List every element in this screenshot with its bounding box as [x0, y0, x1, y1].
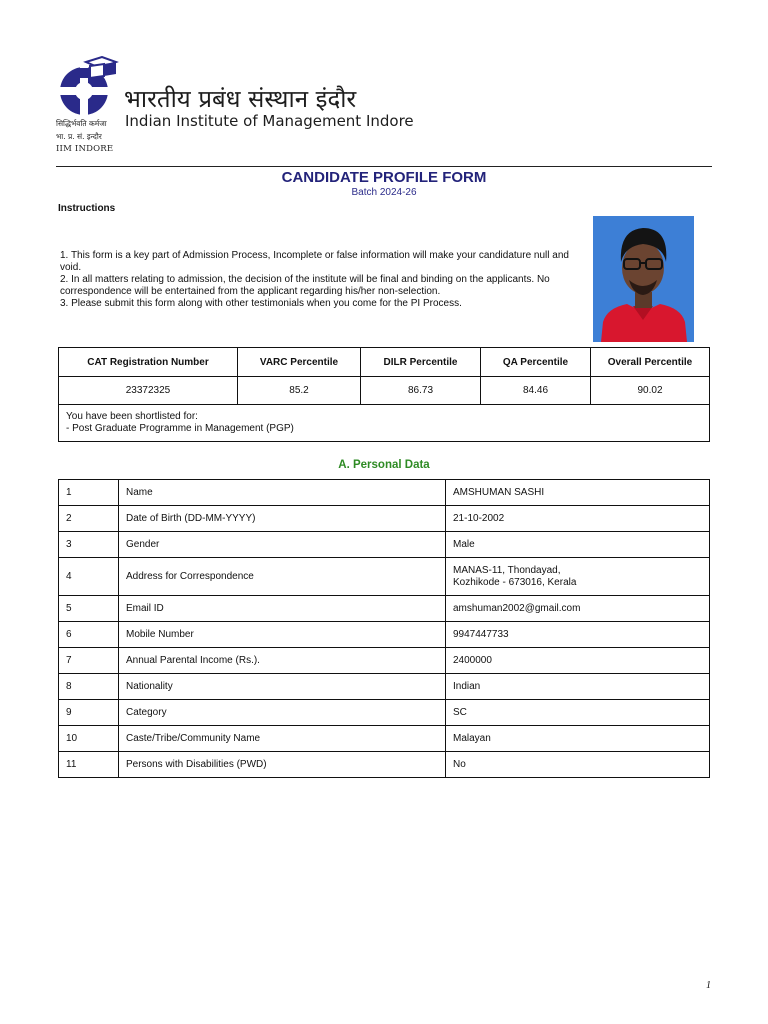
row-number: 7 [59, 648, 119, 674]
field-label: Gender [119, 532, 446, 558]
row-number: 6 [59, 622, 119, 648]
field-label: Persons with Disabilities (PWD) [119, 752, 446, 778]
score-value: 84.46 [481, 377, 591, 405]
page-number: 1 [706, 980, 711, 991]
row-number: 8 [59, 674, 119, 700]
instruction-item: 3. Please submit this form along with other testimonials when you come for the PI Process. [60, 298, 462, 309]
row-number: 10 [59, 726, 119, 752]
table-row [59, 622, 710, 648]
field-label: Nationality [119, 674, 446, 700]
address-line-1: MANAS-11, Thondayad, [453, 564, 561, 576]
institute-name-hindi: भारतीय प्रबंध संस्थान इंदौर [124, 85, 357, 113]
logo-short-name: IIM INDORE [56, 144, 114, 154]
row-number: 3 [59, 532, 119, 558]
instructions-heading: Instructions [58, 203, 116, 214]
score-header: VARC Percentile [238, 348, 361, 377]
address-line-2: Kozhikode - 673016, Kerala [453, 576, 577, 588]
field-label: Caste/Tribe/Community Name [119, 726, 446, 752]
score-value: 23372325 [59, 377, 238, 405]
batch-label: Batch 2024-26 [351, 187, 417, 198]
row-number: 2 [59, 506, 119, 532]
score-header: CAT Registration Number [59, 348, 238, 377]
field-label: Address for Correspondence [119, 558, 446, 596]
field-label: Name [119, 480, 446, 506]
candidate-photo [593, 216, 694, 342]
table-row [59, 480, 710, 506]
score-header: QA Percentile [481, 348, 591, 377]
field-value: 9947447733 [446, 622, 710, 648]
field-label: Category [119, 700, 446, 726]
score-value: 85.2 [238, 377, 361, 405]
logo-motto: सिद्धिर्भवति कर्मजा [56, 119, 107, 128]
field-value: Indian [446, 674, 710, 700]
field-value: Malayan [446, 726, 710, 752]
personal-data-table [58, 479, 710, 778]
field-label: Annual Parental Income (Rs.). [119, 648, 446, 674]
logo-emblem-icon [56, 56, 120, 118]
field-value: SC [446, 700, 710, 726]
table-row [59, 558, 710, 596]
field-value: amshuman2002@gmail.com [446, 596, 710, 622]
score-value: 86.73 [361, 377, 481, 405]
table-row [59, 700, 710, 726]
score-header: Overall Percentile [591, 348, 710, 377]
row-number: 5 [59, 596, 119, 622]
score-header: DILR Percentile [361, 348, 481, 377]
table-row [59, 506, 710, 532]
field-value: 21-10-2002 [446, 506, 710, 532]
row-number: 9 [59, 700, 119, 726]
shortlist-line: You have been shortlisted for: [66, 411, 198, 422]
instruction-item: 2. In all matters relating to admission, the decision of the institute will be final and binding on the applicants. No correspondence will be entertained from the applicant regarding his/her non-selection. [60, 274, 550, 297]
form-title: CANDIDATE PROFILE FORM [281, 169, 487, 186]
institute-name-english: Indian Institute of Management Indore [125, 112, 414, 130]
instruction-item: 1. This form is a key part of Admission Process, Incomplete or false information will make your candidature null and void. [60, 250, 569, 273]
table-row [59, 596, 710, 622]
field-value: Male [446, 532, 710, 558]
table-row [59, 752, 710, 778]
field-label: Mobile Number [119, 622, 446, 648]
iim-indore-logo [56, 56, 126, 156]
field-value-address [446, 558, 710, 596]
field-value: AMSHUMAN SASHI [446, 480, 710, 506]
score-value: 90.02 [591, 377, 710, 405]
row-number: 11 [59, 752, 119, 778]
table-row [59, 674, 710, 700]
instructions-list [60, 250, 584, 310]
header-divider [56, 166, 712, 167]
table-row [59, 532, 710, 558]
section-heading-personal-data: A. Personal Data [338, 459, 430, 471]
row-number: 4 [59, 558, 119, 596]
field-label: Date of Birth (DD-MM-YYYY) [119, 506, 446, 532]
row-number: 1 [59, 480, 119, 506]
field-value: 2400000 [446, 648, 710, 674]
field-label: Email ID [119, 596, 446, 622]
field-value: No [446, 752, 710, 778]
shortlist-notice [59, 405, 710, 442]
logo-hindi-abbreviation: भा. प्र. सं. इन्दौर [56, 132, 102, 141]
cat-score-table [58, 347, 710, 442]
table-row [59, 648, 710, 674]
shortlist-programme: - Post Graduate Programme in Management (PGP) [66, 423, 294, 434]
table-row [59, 726, 710, 752]
